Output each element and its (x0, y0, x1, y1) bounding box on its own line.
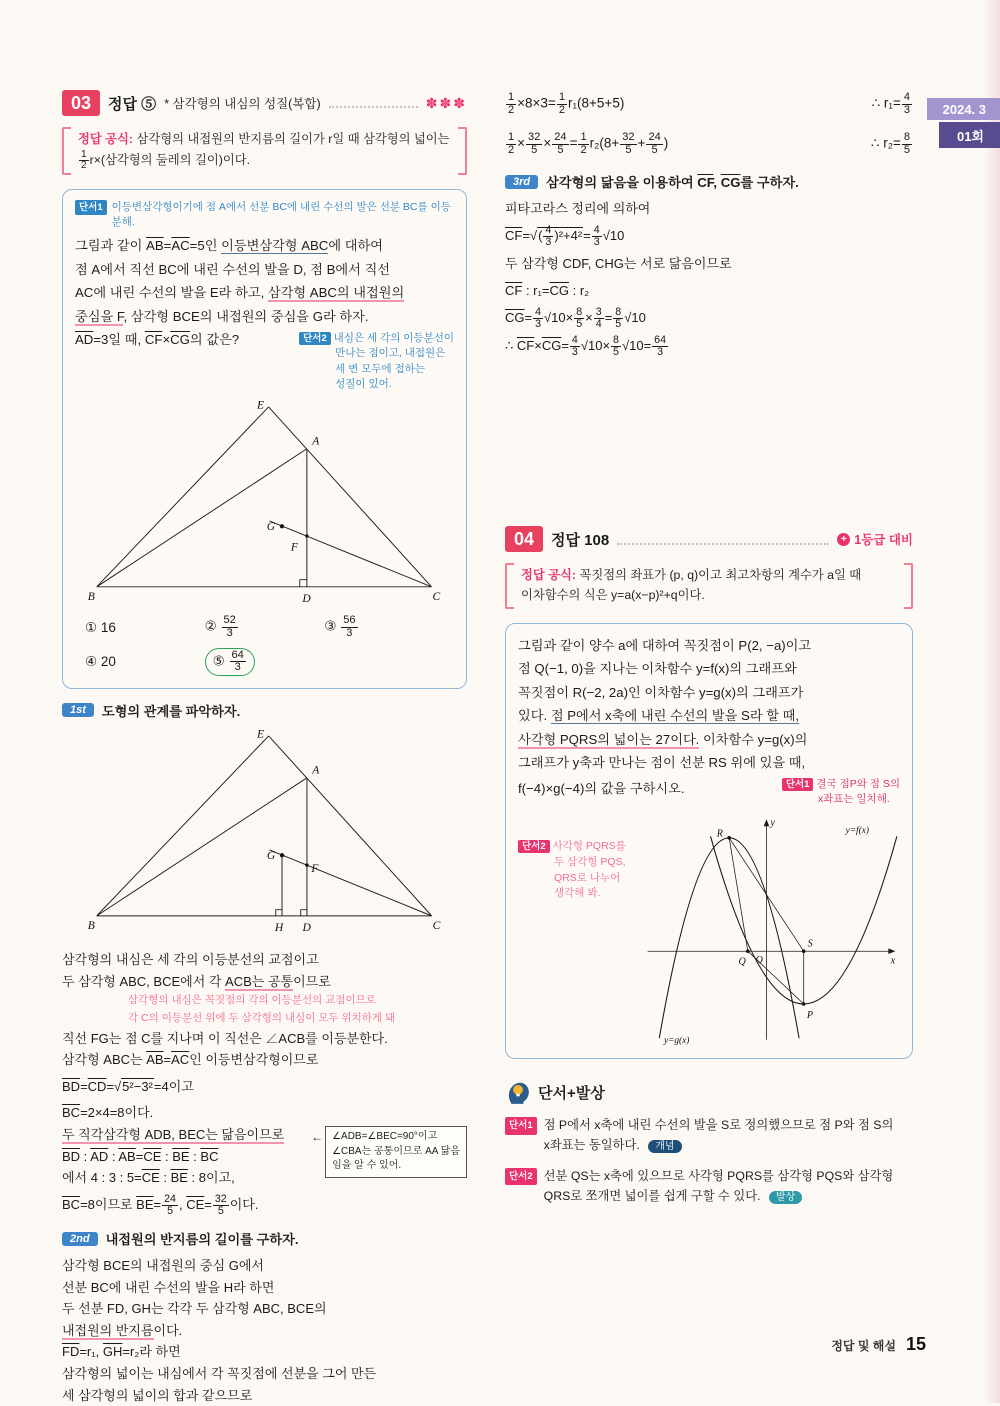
solution-line: 선분 BC에 내린 수선의 발을 H라 하면 (62, 1279, 275, 1295)
problem-03-answer: 정답 ⑤ (108, 95, 157, 113)
right-angle-mark-H (276, 909, 282, 915)
grade-badge-label: 1등급 대비 (854, 533, 913, 548)
page-footer (831, 1334, 926, 1355)
problem-03-number: 03 (62, 90, 100, 116)
vertex-label-A: A (312, 763, 320, 777)
grade-icon: + (837, 533, 850, 546)
label-P: P (806, 1010, 813, 1022)
label-O: O (755, 954, 763, 966)
solution-line: $\overline{CF}=√$( $\frac{4}{3}$ )²+4²= $\frac{4}{3}$ √10 (505, 224, 625, 249)
question-line: 점 Q(−1, 0)을 지나는 이차함수 y=f(x)의 그래프와 (518, 661, 797, 677)
question-text (518, 634, 900, 807)
solution-line: 삼각형의 넓이는 내심에서 각 꼭짓점에 선분을 그어 만든 (62, 1366, 377, 1382)
clue-idea-title: 단서+발상 (538, 1084, 605, 1102)
question-line: 그림과 같이 양수 a에 대하여 꼭짓점이 P(2, −a)이고 (518, 637, 812, 653)
step-3-heading (505, 172, 913, 191)
right-angle-mark-D (301, 909, 307, 915)
vertex-label-F: F (291, 540, 299, 554)
left-column (62, 90, 467, 1406)
clue2-note (518, 839, 636, 902)
question-line: 중심을 F, 삼각형 BCE의 내접원의 중심을 G라 하자. (75, 308, 369, 324)
sidenote-arrow: ← (311, 1130, 324, 1145)
vertex-label-B: B (88, 919, 96, 933)
y-axis-arrow (764, 819, 770, 826)
choice-4: ④ 20 (85, 653, 116, 669)
clue1-badge: 단서1 (782, 778, 814, 791)
clue-idea-item-1 (505, 1115, 913, 1156)
clue1-text: 이등변삼각형이기에 점 A에서 선분 BC에 내린 수선의 발은 선분 BC를 이등분해. (111, 200, 451, 228)
formula-line-1: 꼭짓점의 좌표가 (p, q)이고 최고차항의 계수가 a일 때 (579, 568, 862, 583)
solution-line: 직선 FG는 점 C를 지나며 이 직선은 ∠ACB를 이등분한다. (62, 1030, 388, 1046)
point-P (802, 1002, 806, 1006)
equation: $\frac{1}{2}$ × $\frac{32}{5}$ × $\frac{24}{5}$ = $\frac{1}{2}$ r₂(8+ $\frac{32}{5}$ + $\frac{24}{5}$ ) (508, 131, 669, 156)
footer-label: 정답 및 해설 (831, 1339, 896, 1353)
side-note-line: ∠ADB=∠BEC=90°이고 (332, 1131, 438, 1143)
round-badge: 01회 (939, 122, 1000, 148)
clue-idea-header (505, 1079, 913, 1105)
solution-line: $\overline{BC}=2\times 4=8$이다. (62, 1105, 154, 1121)
step-1-badge: 1st (62, 703, 94, 717)
problem-04-header (505, 526, 913, 552)
side-note-line: ∠CBA는 공통이므로 AA 닮음 (332, 1145, 460, 1157)
question-text (75, 234, 454, 392)
solution-line: 피타고라스 정리에 의하여 (505, 201, 651, 217)
head-bulb-icon (505, 1079, 531, 1105)
choice-1: ① 16 (85, 619, 116, 635)
vertex-label-A: A (312, 434, 320, 448)
step-3-badge: 3rd (505, 175, 538, 189)
step-1-title: 도형의 관계를 파악하자. (101, 703, 241, 719)
x-axis-arrow (888, 948, 895, 954)
idea-tag: 발상 (769, 1191, 802, 1204)
solution-line: $\overline{FD}=r_1$, $\overline{GH}=r_2$라 하면 (62, 1344, 181, 1360)
step-1-heading (62, 701, 467, 720)
vertex-label-F: F (311, 862, 319, 876)
question-box-04 (505, 623, 913, 1059)
clue1-badge: 단서1 (75, 200, 107, 215)
formula-label: 정답 공식: (78, 132, 134, 146)
edition-corner (927, 98, 1000, 148)
step-2-badge: 2nd (62, 1232, 98, 1246)
step-2-title: 내접원의 반지름의 길이를 구하자. (105, 1232, 299, 1248)
solution-line: ∴ $\overline{CF}\times\overline{CG}=$ $\frac{4}{3}$ √10× $\frac{8}{5}$ √10= $\frac{64}{3}$ (505, 333, 667, 359)
incenter-G-dot (280, 524, 284, 528)
vertex-label-B: B (88, 590, 96, 604)
solution-line: 에서 4 : 3 : $5=\overline{CE}$ : $\overline{BE}$ : 8이고, (62, 1170, 235, 1186)
point-Q (746, 950, 750, 954)
equation-result: ∴ r₂= $\frac{8}{5}$ (870, 131, 910, 156)
problem-04-number: 04 (505, 526, 543, 552)
solution-line: 내접원의 반지름이다. (62, 1322, 183, 1338)
problem-03-title: * 삼각형의 내심의 성질(복합) (164, 97, 321, 111)
solution-with-sidenote (62, 1124, 467, 1189)
vertex-label-D: D (302, 592, 312, 606)
clue-idea-item-2 (505, 1166, 913, 1207)
solution-line: 두 삼각형 ABC, BCE에서 각 ACB는 공통이므로 (62, 973, 331, 989)
solution-line: 두 선분 FD, GH는 각각 두 삼각형 ABC, BCE의 (62, 1301, 327, 1317)
question-line: $\overline{AD}=3$일 때, $\overline{CF}\times\overline{CG}$의 값은? (75, 332, 240, 348)
triangle-diagram-1 (86, 398, 442, 607)
solution-line: $\overline{BD}$ : $\overline{AD}$ : $\overline{AB}=\overline{CE}$ : $\overline{BE}$ : $\overline{BC}$ (62, 1148, 219, 1164)
formula-label: 정답 공식: (521, 568, 577, 583)
question-line: 점 A에서 직선 BC에 내린 수선의 발을 D, 점 B에서 직선 (75, 261, 391, 277)
vertex-label-E: E (257, 727, 265, 741)
step-2-heading (62, 1229, 467, 1248)
problem-04-answer: 정답 108 (551, 531, 610, 549)
question-box-03 (62, 189, 467, 689)
solution-line: $\overline{CG}=$ $\frac{4}{3}$ √10× $\frac{8}{5}$ × $\frac{3}{4}$ = $\frac{8}{5}$ √10 (505, 305, 646, 330)
answer-formula-box-04 (505, 561, 913, 610)
clue2-text: 두 삼각형 PQS, (554, 855, 626, 868)
formula-line-2: $\frac{1}{2}$ r×(삼각형의 둘레의 길이)이다. (81, 148, 250, 172)
clue-idea-text (544, 1166, 894, 1207)
incenter-F-dot (306, 534, 309, 537)
solution-line: $\overline{CF}$ : $r_1=\overline{CG}$ : r₂ (505, 282, 590, 298)
formula-line-2: 이차함수의 식은 y=a(x−p)²+q이다. (521, 587, 705, 602)
solution-line: 삼각형 BCE의 내접원의 중심 G에서 (62, 1258, 264, 1274)
clue1-text: 결국 점P와 점 S의 (816, 777, 900, 790)
choices (75, 615, 454, 675)
pink-annotation: 삼각형의 내심은 꼭짓점의 각의 이등분선의 교점이므로 (128, 994, 376, 1007)
clue-idea-line: QRS로 쪼개면 넓이를 쉽게 구할 수 있다. (543, 1189, 761, 1204)
choice-5 (205, 648, 325, 676)
question-figure-row (518, 813, 900, 1046)
parabola-graph (636, 813, 900, 1046)
incenter-G-dot (280, 853, 284, 857)
question-line: f(−4)×g(−4)의 값을 구하시오. (518, 780, 685, 796)
clue2-text: 내심은 세 각의 이등분선이 (333, 332, 454, 345)
right-angle-mark-D (300, 580, 307, 587)
equation-row (505, 132, 913, 156)
clue2-text: 성질이 있어. (335, 377, 392, 390)
point-R (727, 836, 731, 840)
clue2-badge: 단서2 (505, 1168, 537, 1186)
clue2-note (299, 331, 454, 392)
vertex-label-G: G (267, 848, 276, 862)
clue2-text: 만나는 점이고, 내접원은 (335, 347, 446, 360)
question-line: 그림과 같이 $\overline{AB}=\overline{AC}=5$인 이등변삼각형 ABC에 대하여 (75, 238, 383, 254)
grade-badge (837, 530, 913, 548)
clue-idea-line: 점 P에서 x축에 내린 수선의 발을 S로 정의했으므로 점 P와 점 S의 (543, 1118, 894, 1133)
clue1-text: x좌표는 일치해. (817, 792, 890, 805)
vertex-label-C: C (432, 590, 441, 604)
dotted-leader (617, 534, 829, 545)
edition-badge: 2024. 3 (927, 98, 1000, 120)
choice-3: ③ $\frac{56}{3}$ (324, 614, 356, 640)
x-axis-label: x (890, 955, 896, 967)
concept-tag: 개념 (648, 1140, 681, 1153)
question-line: 있다. 점 P에서 x축에 내린 수선의 발을 S라 할 때, (518, 708, 800, 724)
formula-line-1: 삼각형의 내접원의 반지름의 길이가 r일 때 삼각형의 넓이는 (136, 132, 450, 146)
label-S: S (807, 938, 813, 950)
solution-line: 두 삼각형 CDF, CHG는 서로 닮음이므로 (505, 256, 732, 272)
solution-line: $\overline{BC}=8$이므로 $\overline{BE}=$ $\frac{24}{5}$ , $\overline{CE}=$ $\frac{32}{5}$ 이다. (62, 1192, 259, 1217)
vertex-label-D: D (302, 920, 312, 934)
clue1-line (75, 200, 454, 229)
equation-result: ∴ r₁= $\frac{4}{3}$ (871, 91, 910, 116)
label-f: y=f(x) (845, 826, 869, 837)
clue-idea-line: 선분 QS는 x축에 있으므로 사각형 PQRS를 삼각형 PQS와 삼각형 (543, 1168, 894, 1183)
side-note-box (325, 1126, 467, 1178)
question-line: AC에 내린 수선의 발을 E라 하고, 삼각형 ABC의 내접원의 (75, 285, 405, 301)
solution-line: 삼각형 ABC는 $\overline{AB}=\overline{AC}$인 이등변삼각형이므로 (62, 1052, 319, 1068)
page-number: 15 (905, 1334, 926, 1354)
clue2-text: 생각해 봐. (554, 887, 601, 900)
clue1-badge: 단서1 (505, 1117, 537, 1135)
solution-line: $\overline{BD}=\overline{CD}=√5^2-3^2=4$이고 (62, 1078, 194, 1094)
clue2-text: QRS로 나누어 (554, 871, 621, 884)
clue-idea-text (544, 1115, 894, 1156)
point-S (802, 950, 806, 954)
equation-row (505, 92, 913, 116)
label-g: y=g(x) (663, 1035, 690, 1046)
answer-formula-box-03 (62, 125, 467, 177)
question-line: 꼭짓점이 R(−2, 2a)인 이차함수 y=g(x)의 그래프가 (518, 684, 804, 700)
question-line: 사각형 PQRS의 넓이는 27이다. 이차함수 y=g(x)의 (518, 731, 808, 747)
clue2-text: 세 변 모두에 접하는 (335, 362, 426, 375)
y-axis-label: y (770, 817, 775, 829)
solution-line: 두 직각삼각형 ADB, BEC는 닮음이므로 (62, 1127, 285, 1143)
vertex-label-G: G (267, 519, 276, 533)
vertex-label-C: C (432, 919, 441, 933)
parabola-g (659, 838, 799, 1038)
label-R: R (716, 828, 723, 840)
choice-2: ② $\frac{52}{3}$ (204, 614, 236, 640)
incenter-F-dot (306, 863, 309, 866)
triangle-diagram-2 (86, 727, 442, 945)
right-column (505, 88, 913, 1217)
label-Q: Q (738, 956, 746, 968)
solution-line: 세 삼각형의 넓이의 합과 같으므로 (62, 1387, 253, 1403)
problem-03-header (62, 90, 467, 116)
step-3-title: 삼각형의 닮음을 이용하여 $\overline{CF}$, $\overline{CG}$를 구하자. (546, 175, 799, 191)
clue2-badge: 단서2 (299, 332, 331, 345)
clue-idea-line: x좌표는 동일하다. (543, 1138, 640, 1153)
clue2-text: 사각형 PQRS를 (552, 840, 626, 853)
selected-answer-circle: ⑤ $\frac{64}{3}$ (205, 648, 255, 676)
clue1-note (782, 777, 900, 807)
solution-line: 삼각형의 내심은 세 각의 이등분선의 교점이고 (62, 952, 319, 968)
clue2-badge: 단서2 (518, 840, 550, 853)
vertex-label-E: E (257, 398, 265, 412)
side-note-line: 임을 알 수 있어. (332, 1160, 402, 1172)
vertex-label-H: H (275, 920, 284, 934)
dotted-leader (329, 98, 418, 109)
pink-annotation: 각 C의 이등분선 위에 두 삼각형의 내심이 모두 위치하게 돼 (128, 1011, 396, 1024)
question-line: 그래프가 y축과 만나는 점이 선분 RS 위에 있을 때, (518, 755, 806, 771)
difficulty-stars: ✽✽✽ (425, 94, 467, 111)
equation: $\frac{1}{2}$ ×8×3= $\frac{1}{2}$ r₁(8+5+5) (508, 91, 625, 116)
